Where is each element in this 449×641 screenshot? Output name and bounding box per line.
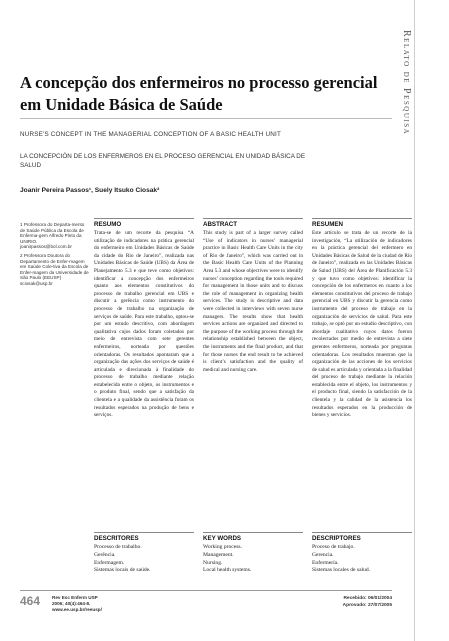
resumo-heading: RESUMO [94, 218, 194, 228]
resumo-text: Trata-se de um recorte da pesquisa “A utilização de indicadores na prática gerencial do enfermeiro em Unidades Básicas de Saúde da cidade do Rio de Janeiro”, realizada nas Unidades Básicas de Saúde (UBS) da Área de Planejamento 5.3 e que teve como objetivos: identificar a concepção dos enfermeiros quanto aos elementos constitutivos do processo de trabalho gerencial em UBS e discutir a gerência como instrumento do processo de trabalho na organização de serviços de saúde. Para este trabalho, optou-se por um estudo descritivo, com abordagem qualitativa cujos dados foram coletados por meio de entrevista com sete gerentes enfermeiros, norteada por questões orientadoras. Os resultados apontaram que a organização das ações dos serviços de saúde é articulada e direcionada à finalidade do processo de trabalho mediante relação estabelecida entre o objeto, os instrumentos e o produto final, sendo que a satisfação da clientela e a qualidade da assistência foram os resultados esperados na produção de bens e serviços. [94, 230, 194, 419]
keyword-item: Management. [203, 551, 234, 558]
keyword-item: Sistemas locais de saúde. [94, 567, 151, 574]
keyword-item: Gerencia. [312, 551, 334, 558]
descriptores-block [312, 532, 412, 575]
section-tab: Relato de Pesquisa [401, 30, 412, 136]
key-words-heading: KEY WORDS [203, 532, 303, 542]
approved-date: Aprovado: 27/07/2005 [342, 603, 392, 608]
journal-citation [52, 595, 102, 613]
keyword-item: Local health systems. [203, 567, 252, 574]
subtitle-english: NURSE'S CONCEPT IN THE MANAGERIAL CONCEPTION OF A BASIC HEALTH UNIT [20, 131, 282, 138]
abstract-column [203, 218, 303, 374]
received-date: Recebido: 06/01/2004 [343, 596, 392, 601]
keyword-item: Nursing. [203, 559, 223, 566]
keyword-item: Enfermagem. [94, 559, 125, 566]
footer-divider [20, 590, 392, 591]
key-words-block [203, 532, 303, 575]
affiliation-2: 2 Professora Doutora do Departamento de Enfer-magem em Saúde Cole-tiva da Escola de Enfer-magem da Universidade de São Paulo (EEUSP) sciosak@usp.br [20, 252, 89, 286]
descriptores-heading: DESCRIPTORES [312, 532, 412, 542]
article-title: A concepção dos enfermeiros no processo gerencial em Unidade Básica de Saúde [20, 73, 378, 114]
descritores-heading: DESCRITORES [94, 532, 194, 542]
keyword-item: Enfermería. [312, 559, 339, 566]
journal-url[interactable]: www.ee.usp.br/reeusp/ [52, 607, 102, 612]
affiliations [20, 222, 90, 290]
affiliation-1: 1 Professora do Departa-mento de Saúde Pública da Escola de Enferma-gem Alfredo Pinto da UNIRIO. joanirpassos@bol.com.br [20, 222, 85, 250]
page-number: 464 [20, 594, 41, 608]
keyword-item: Gerência. [94, 551, 116, 558]
resumen-heading: RESUMEN [312, 218, 412, 228]
abstract-text: This study is part of a larger survey called “Use of indicators in nurses’ managerial practice in Basic Health Care Units in the city of Rio de Janeiro”, which was carried out in the Basic Health Care Units of the Planning Area 5.3 and whose objectives were to identify nurses’ conception regarding the tools required for management in those units and to discuss the role of management in organizing health services. The study is descriptive and data were collected in interviews with seven nurse managers. The results show that health services actions are organized and directed to the purpose of the working process through the relationship established between the object, the instruments and the final product, and that for those nurses the end result to be achieved is client’s satisfaction and the quality of medical and nursing care. [203, 230, 303, 373]
keyword-item: Processo de trabalho. [94, 544, 142, 550]
author-list: Joanir Pereira Passos¹, Suely Itsuko Ciosak² [20, 187, 160, 194]
resumo-column [94, 218, 194, 420]
keyword-item: Working process. [203, 544, 243, 550]
title-divider [20, 118, 392, 119]
journal-volume: 2006; 40(4):464-8. [52, 601, 91, 606]
journal-name: Rev Esc Enferm USP [52, 595, 98, 600]
submission-dates [300, 595, 392, 609]
keyword-item: Proceso de trabajo. [312, 544, 355, 550]
subtitle-spanish: LA CONCEPCIÓN DE LOS ENFERMEROS EN EL PROCESO GERENCIAL EN UNIDAD BÁSICA DE SALUD [20, 153, 306, 169]
resumen-column [312, 218, 412, 420]
abstract-heading: ABSTRACT [203, 218, 303, 228]
resumen-text: Este artículo se trata de un recorte de la investigación, “La utilización de indicadores en la práctica gerencial del enfermero en Unidades Básicas de Salud de la ciudad de Río de Janeiro”, realizada en las Unidades Básicas de Salud (UBS) del Área de Planificación 5.3 y que tuvo como objetivos: identificar la concepción de los enfermeros en cuanto a los elementos constitutivos del proceso de trabajo gerencial en UBS y discutir la gerencia como instrumento del proceso de trabajo en la organización de servicios de salud. Para este trabajo, se optó por un estudio descriptivo, con abordaje cualitativo cuyos datos fueron recolectados por medio de entrevista a siete gerentes enfermeros, norteada por preguntas orientadoras. Los resultados muestran que la organización de las acciones de los servicios de salud es articulada y orientada a la finalidad del proceso de trabajo mediante la relación establecida entre el objeto, los instrumentos y el producto final, siendo la satisfacción de la clientela y la calidad de la asistencia los resultados esperados en la producción de bienes y servicios. [312, 230, 412, 419]
keyword-item: Sistemas locales de salud. [312, 567, 371, 574]
descritores-block [94, 532, 194, 575]
side-divider [414, 0, 415, 641]
